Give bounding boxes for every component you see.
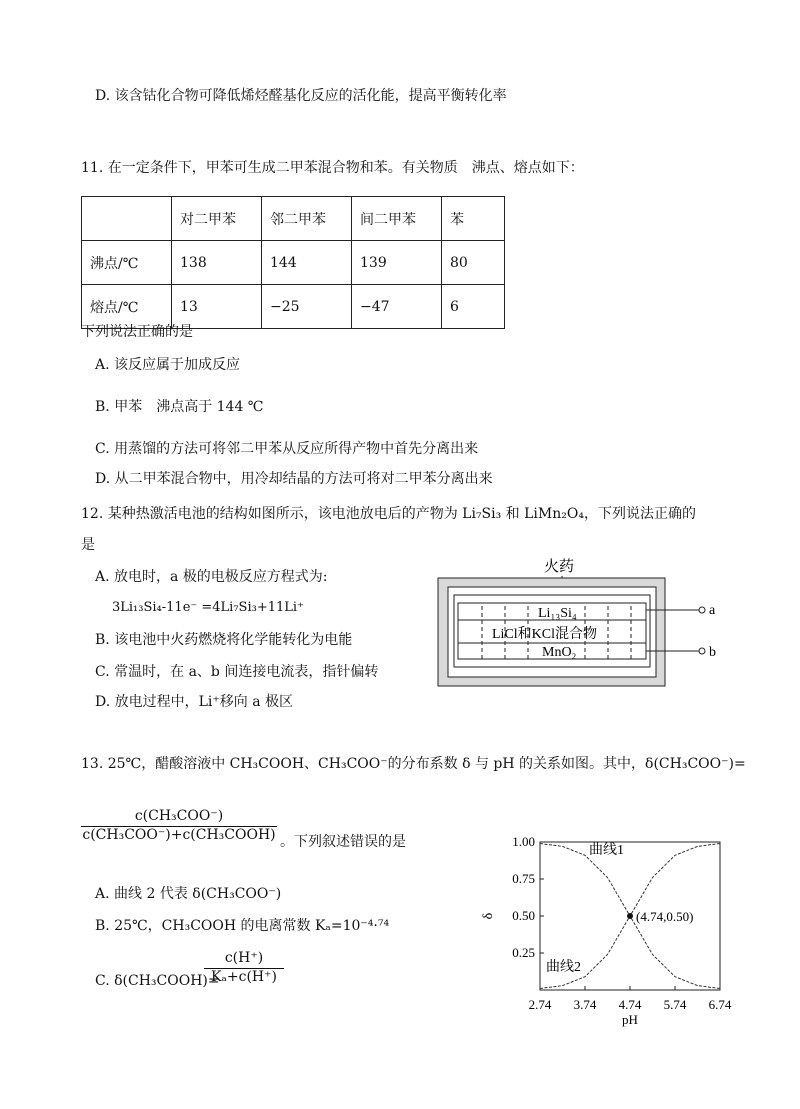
table-cell: 苯	[442, 197, 505, 241]
table-cell: 熔点/℃	[82, 285, 172, 329]
q11-stem: 11. 在一定条件下，甲苯可生成二甲苯混合物和苯。有关物质 沸点、熔点如下：	[81, 160, 584, 176]
x-tick-label: 3.74	[573, 997, 597, 1012]
y-tick-label: 1.00	[512, 834, 535, 849]
table-cell: 144	[262, 241, 352, 285]
option-c-numerator: c(H⁺)	[224, 950, 264, 966]
curve-2-label: 曲线2	[546, 959, 581, 975]
q11-prompt: 下列说法正确的是	[81, 324, 193, 340]
table-cell: 139	[352, 241, 442, 285]
table-cell: −25	[262, 285, 352, 329]
anode-label: Li₁₃Si₄	[538, 606, 577, 621]
terminal-b-label: b	[709, 645, 716, 660]
q13-option-a: A. 曲线 2 代表 δ(CH₃COO⁻)	[95, 886, 282, 902]
q12-option-d: D. 放电过程中，Li⁺移向 a 极区	[95, 694, 294, 710]
fraction-denominator: c(CH₃COO⁻)+c(CH₃COOH)	[82, 827, 276, 843]
battery-diagram	[430, 552, 730, 692]
x-axis-label: pH	[622, 1012, 638, 1027]
distribution-chart	[470, 828, 750, 1038]
intersection-point	[627, 913, 633, 919]
y-axis-label: δ	[481, 912, 496, 920]
fraction-numerator: c(CH₃COO⁻)	[134, 808, 224, 824]
q12-option-b: B. 该电池中火药燃烧将化学能转化为电能	[95, 632, 353, 648]
q12-option-c: C. 常温时，在 a、b 间连接电流表，指针偏转	[95, 664, 379, 680]
table-row	[82, 241, 505, 285]
q13-stem: 13. 25℃，醋酸溶液中 CH₃COOH、CH₃COO⁻的分布系数 δ 与 pH 的关系如图。其中，δ(CH₃COO⁻)=	[81, 756, 746, 772]
table-cell	[82, 197, 172, 241]
q11-option-c: C. 用蒸馏的方法可将邻二甲苯从反应所得产物中首先分离出来	[95, 441, 479, 457]
y-tick-label: 0.25	[512, 945, 535, 960]
q12-stem: 12. 某种热激活电池的结构如图所示，该电池放电后的产物为 Li₇Si₃ 和 LiMn₂O₄，下列说法正确的	[81, 506, 696, 522]
q10-option-d: D. 该含钴化合物可降低烯烃醛基化反应的活化能，提高平衡转化率	[95, 88, 507, 104]
q12-stem-cont: 是	[81, 537, 95, 553]
curve-1-label: 曲线1	[589, 842, 624, 858]
terminal-a-label: a	[709, 603, 716, 618]
table-cell: 13	[172, 285, 262, 329]
q11-option-d: D. 从二甲苯混合物中，用冷却结晶的方法可将对二甲苯分离出来	[95, 471, 493, 487]
cathode-label: MnO₂	[542, 645, 577, 660]
x-tick-label: 2.74	[528, 997, 552, 1012]
table-row	[82, 197, 505, 241]
terminal-b-icon	[699, 648, 705, 654]
x-tick-label: 6.74	[708, 997, 732, 1012]
table-cell: 80	[442, 241, 505, 285]
q12-option-a: A. 放电时，a 极的电极反应方程式为:	[95, 569, 328, 585]
gunpowder-label: 火药	[544, 559, 575, 575]
q13-fraction-suffix: 。下列叙述错误的是	[280, 834, 406, 850]
properties-table	[81, 196, 505, 329]
q11-option-a: A. 该反应属于加成反应	[95, 357, 241, 373]
y-tick-label: 0.75	[512, 871, 535, 886]
q11-option-b: B. 甲苯 沸点高于 144 ℃	[95, 399, 264, 415]
table-cell: 138	[172, 241, 262, 285]
y-tick-label: 0.50	[512, 908, 535, 923]
table-cell: −47	[352, 285, 442, 329]
q13-option-c-prefix: C. δ(CH₃COOH)=	[95, 973, 220, 989]
electrolyte-label: LiCl和KCl混合物	[492, 627, 598, 642]
q12-equation: 3Li₁₃Si₄-11e⁻ =4Li₇Si₃+11Li⁺	[112, 600, 304, 615]
x-tick-label: 5.74	[663, 997, 687, 1012]
q13-option-b: B. 25℃，CH₃COOH 的电离常数 Kₐ=10⁻⁴·⁷⁴	[95, 918, 390, 934]
table-cell: 间二甲苯	[352, 197, 442, 241]
table-cell: 沸点/℃	[82, 241, 172, 285]
table-cell: 对二甲苯	[172, 197, 262, 241]
intersection-label: (4.74,0.50)	[636, 909, 694, 924]
table-cell: 6	[442, 285, 505, 329]
x-tick-label: 4.74	[618, 997, 642, 1012]
distribution-fraction	[81, 808, 277, 843]
option-c-denominator: Kₐ+c(H⁺)	[204, 968, 284, 985]
option-c-fraction	[204, 950, 284, 985]
terminal-a-icon	[699, 607, 705, 613]
table-cell: 邻二甲苯	[262, 197, 352, 241]
